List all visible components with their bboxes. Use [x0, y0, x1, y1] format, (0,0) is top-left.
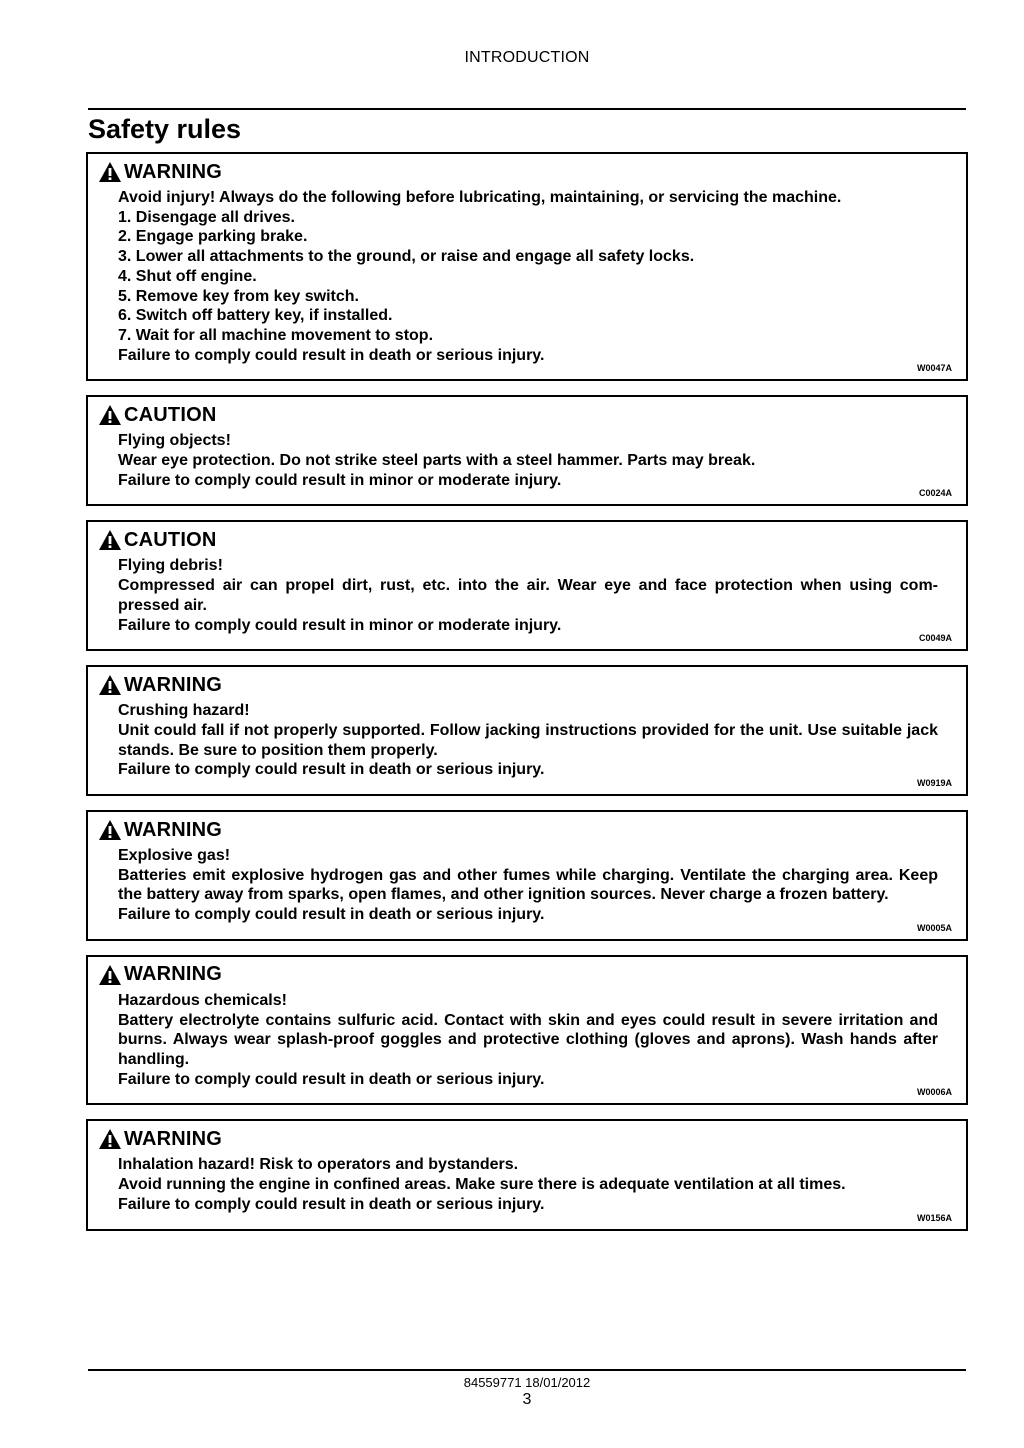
- notice-line: Avoid injury! Always do the following before lubricating, maintaining, or servicing the machine.: [118, 189, 842, 206]
- notice-signal-word: WARNING: [124, 963, 223, 986]
- notice-signal-word: WARNING: [124, 1127, 223, 1150]
- notice-header: [98, 526, 938, 554]
- warning-triangle-icon: [98, 819, 122, 841]
- notice-line: Failure to comply could result in death or serious injury.: [118, 346, 545, 364]
- notice-line: Crushing hazard!: [118, 702, 250, 720]
- notice-line: Failure to comply could result in death or serious injury.: [118, 761, 545, 779]
- notice-signal-word: WARNING: [124, 673, 223, 696]
- notice-header: [98, 671, 938, 699]
- section-title: Safety rules: [88, 114, 242, 144]
- notice-body: [118, 846, 938, 925]
- notice-line: 4. Shut off engine.: [118, 267, 257, 285]
- document-reference: 84559771 18/01/2012: [463, 1375, 591, 1390]
- notice-signal-word: CAUTION: [124, 528, 217, 551]
- notice-code: W0156A: [916, 1212, 952, 1223]
- notice-line: Batteries emit explosive hydrogen gas and other fumes while charging. Ventilate the charging area. Keep the battery away from sparks, open flames, and other ignition sources. Never charge a frozen battery.: [118, 866, 938, 904]
- notice-body: [118, 188, 938, 365]
- safety-notices: [86, 152, 968, 1245]
- notice-body: [118, 556, 938, 635]
- warning-triangle-icon: [98, 404, 122, 426]
- safety-notice-warning: [86, 1119, 968, 1230]
- notice-code: C0049A: [918, 633, 952, 644]
- notice-header: [98, 816, 938, 844]
- notice-line: 5. Remove key from key switch.: [118, 287, 359, 305]
- notice-code: W0919A: [916, 778, 952, 789]
- notice-line: Explosive gas!: [118, 847, 231, 865]
- notice-line: 1. Disengage all drives.: [118, 208, 295, 226]
- notice-header: [98, 961, 938, 989]
- safety-notice-caution: [86, 520, 968, 651]
- notice-signal-word: WARNING: [124, 160, 223, 183]
- notice-line: 7. Wait for all machine movement to stop.: [118, 326, 434, 344]
- notice-header: [98, 1125, 938, 1153]
- notice-header: [98, 401, 938, 429]
- header-rule: [88, 108, 966, 110]
- notice-line: Avoid running the engine in confined areas. Make sure there is adequate ventilation at all times.: [118, 1176, 846, 1194]
- warning-triangle-icon: [98, 161, 122, 183]
- notice-line: Wear eye protection. Do not strike steel parts with a steel hammer. Parts may break.: [118, 452, 756, 470]
- notice-line: Flying debris!: [118, 557, 223, 575]
- notice-line: Failure to comply could result in death or serious injury.: [118, 906, 545, 924]
- safety-notice-caution: [86, 395, 968, 506]
- notice-signal-word: CAUTION: [124, 403, 217, 426]
- notice-code: C0024A: [918, 488, 952, 499]
- warning-triangle-icon: [98, 964, 122, 986]
- notice-code: W0047A: [916, 363, 952, 374]
- notice-line: 6. Switch off battery key, if installed.: [118, 307, 393, 325]
- notice-line: Compressed air can propel dirt, rust, etc. into the air. Wear eye and face protection when using com- pressed air.: [118, 577, 938, 614]
- notice-line: Hazardous chemicals!: [118, 991, 287, 1009]
- warning-triangle-icon: [98, 1128, 122, 1150]
- safety-notice-warning: [86, 955, 968, 1106]
- notice-line: Failure to comply could result in death or serious injury.: [118, 1070, 545, 1088]
- notice-line: 3. Lower all attachments to the ground, or raise and engage all safety locks.: [118, 248, 695, 266]
- notice-line: Failure to comply could result in minor or moderate injury.: [118, 471, 562, 489]
- notice-body: [118, 1155, 938, 1214]
- notice-code: W0005A: [916, 922, 952, 933]
- notice-line: Unit could fall if not properly supported. Follow jacking instructions provided for the unit. Use suitable jack stands. Be sure to position them properly.: [118, 721, 938, 759]
- notice-signal-word: WARNING: [124, 818, 223, 841]
- running-header: INTRODUCTION: [464, 49, 590, 66]
- notice-line: Inhalation hazard! Risk to operators and bystanders.: [118, 1156, 519, 1174]
- notice-header: [98, 158, 938, 186]
- notice-body: [118, 701, 938, 780]
- notice-line: 2. Engage parking brake.: [118, 228, 308, 246]
- notice-line: Failure to comply could result in death or serious injury.: [118, 1195, 545, 1213]
- notice-line: Flying objects!: [118, 432, 231, 450]
- notice-line: Failure to comply could result in minor or moderate injury.: [118, 616, 562, 634]
- warning-triangle-icon: [98, 674, 122, 696]
- notice-line: Battery electrolyte contains sulfuric acid. Contact with skin and eyes could result in severe irritation and burns. Always wear splash-proof goggles and protective clothing (gloves and aprons). Wash hands after handling.: [118, 1011, 938, 1068]
- safety-notice-warning: [86, 810, 968, 941]
- page-number: 3: [522, 1391, 532, 1408]
- notice-code: W0006A: [916, 1087, 952, 1098]
- safety-notice-warning: [86, 152, 968, 381]
- notice-body: [118, 431, 938, 490]
- safety-notice-warning: [86, 665, 968, 796]
- footer-rule: [88, 1369, 966, 1371]
- warning-triangle-icon: [98, 529, 122, 551]
- notice-body: [118, 991, 938, 1090]
